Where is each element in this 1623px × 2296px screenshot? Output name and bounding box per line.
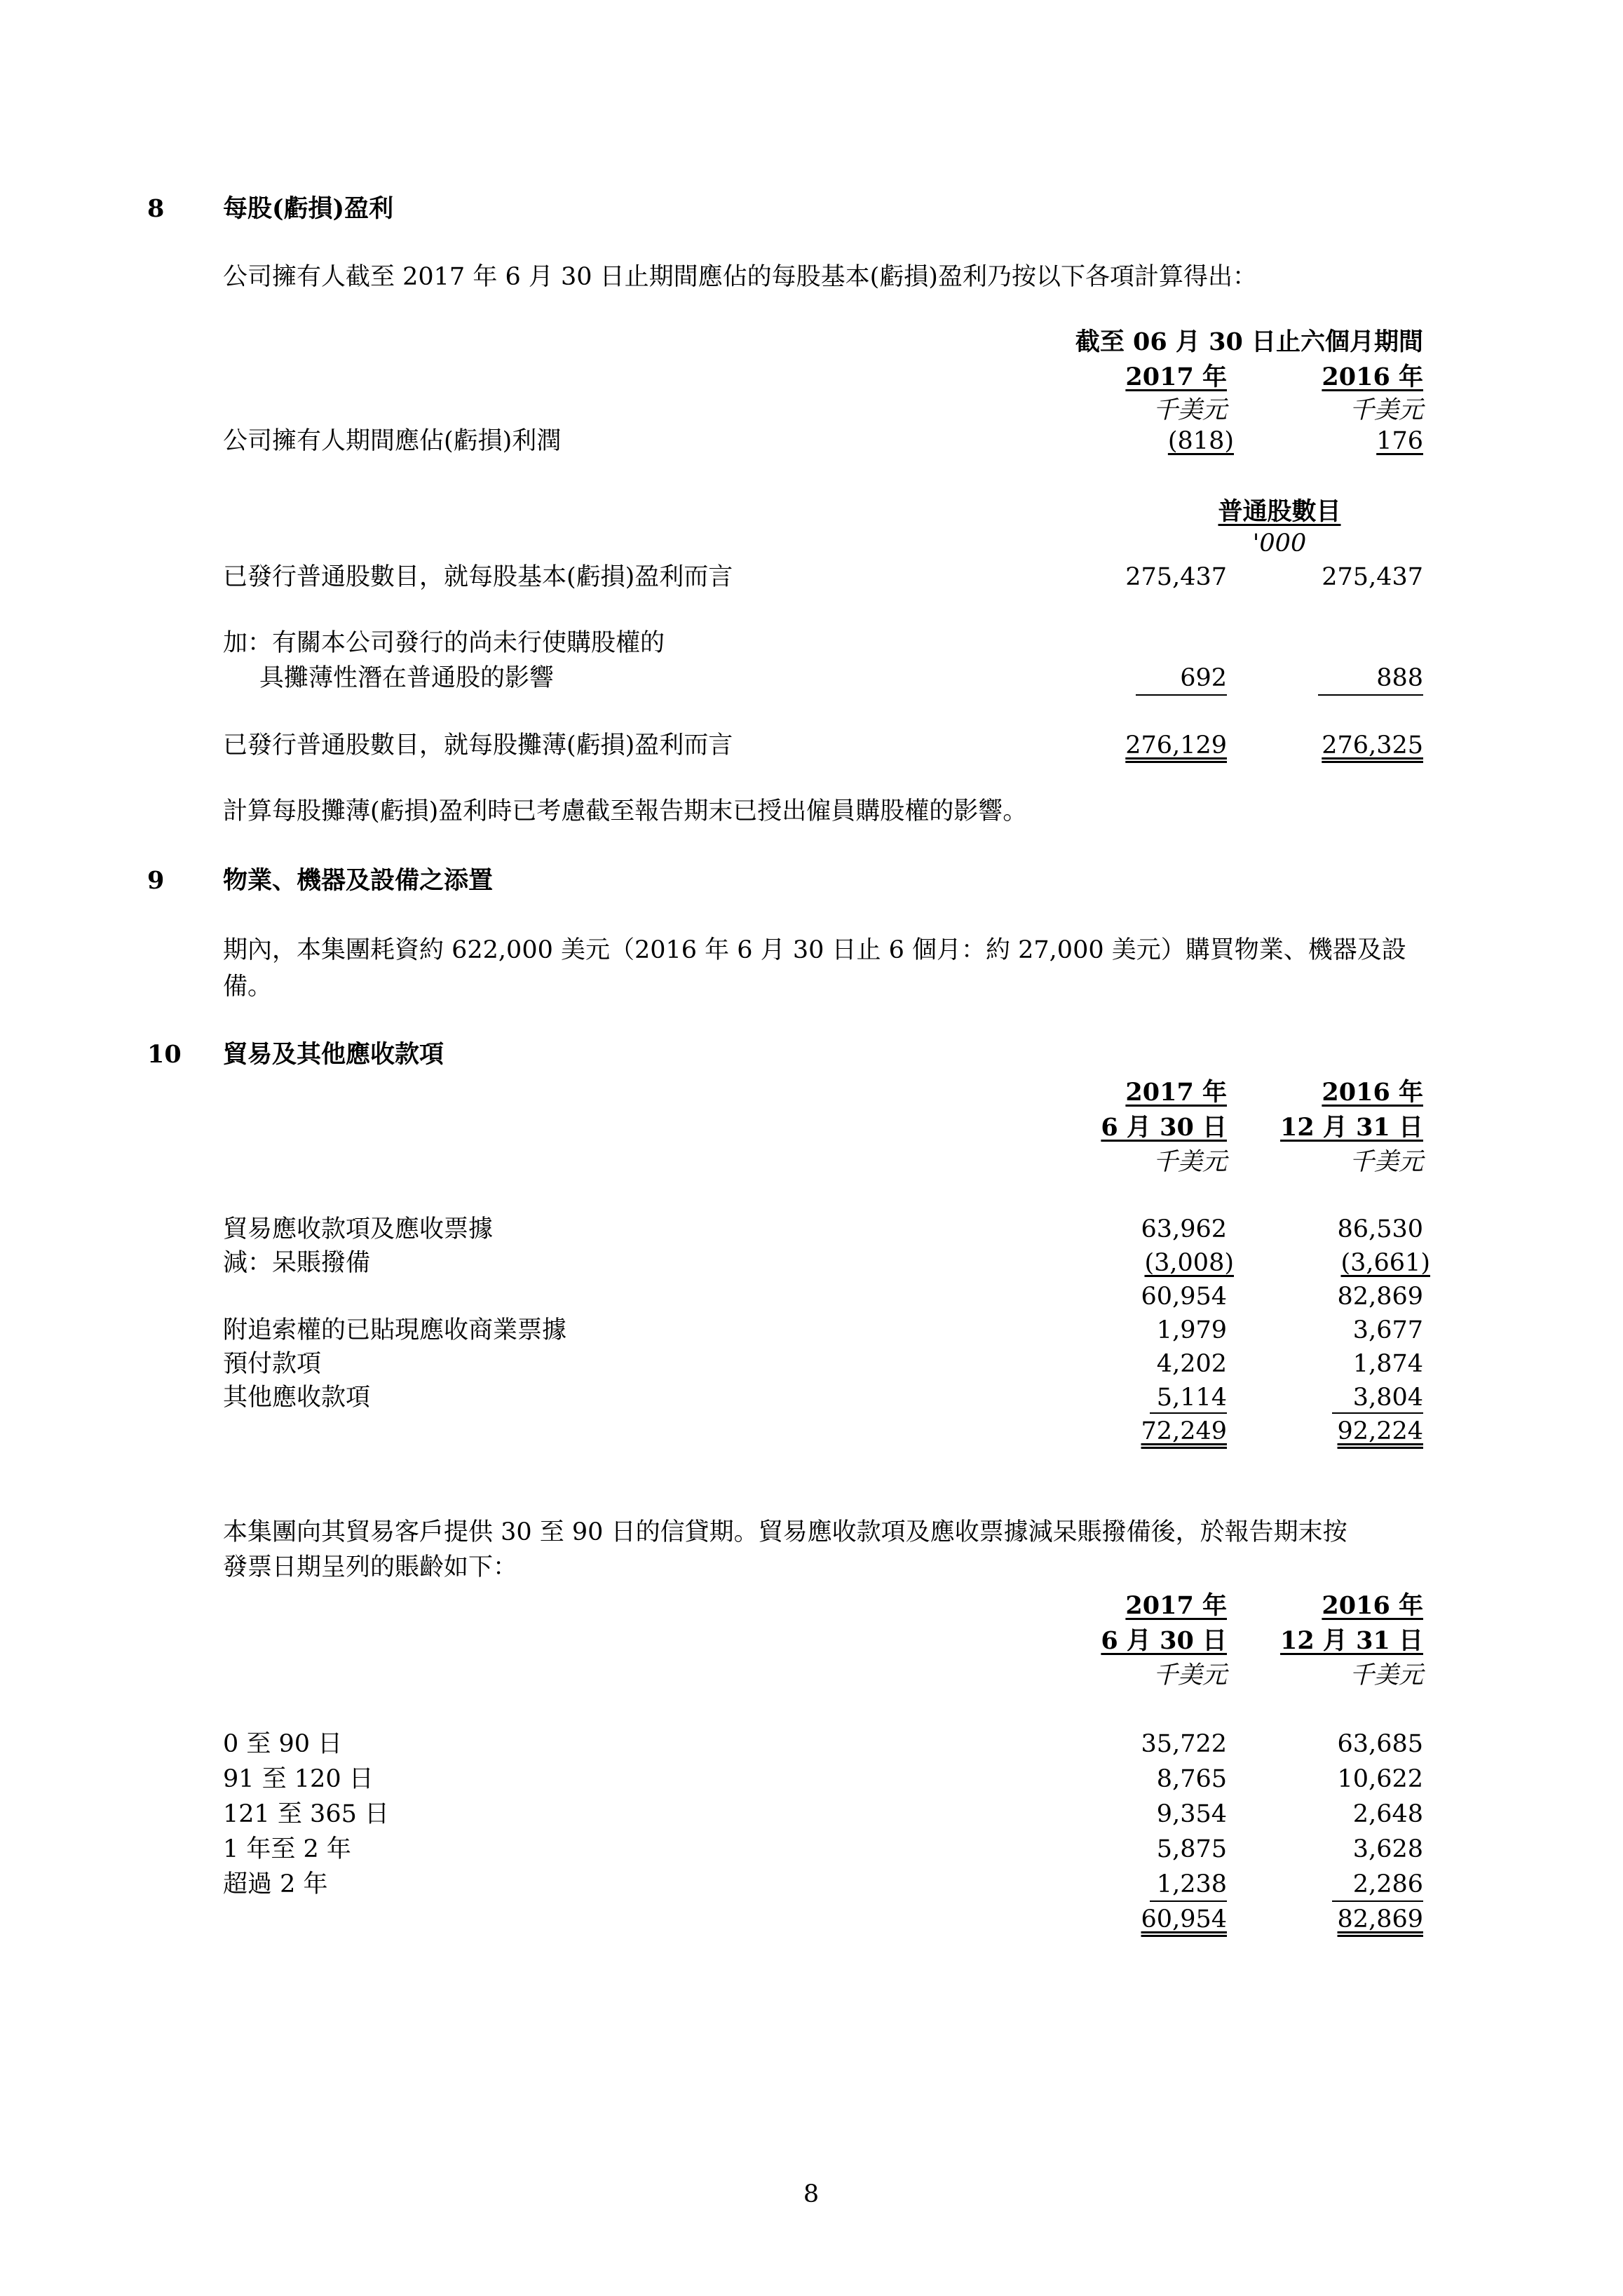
receivables-col1-unit: 千美元 xyxy=(1153,1148,1227,1176)
section-9-text-line2: 備。 xyxy=(223,973,273,1001)
aging-row-value-2016: 10,622 xyxy=(1337,1765,1423,1793)
shares-header: 普通股數目 xyxy=(1218,497,1341,526)
receivables-row-value-2017: 4,202 xyxy=(1156,1350,1227,1378)
receivables-col1-rule xyxy=(1150,1412,1227,1414)
aging-row-value-2017: 1,238 xyxy=(1156,1870,1227,1898)
aging-row-value-2017: 9,354 xyxy=(1156,1800,1227,1828)
receivables-row-label: 其他應收款項 xyxy=(223,1384,371,1412)
receivables-row-value-2017: 5,114 xyxy=(1156,1384,1227,1412)
aging-row-value-2016: 63,685 xyxy=(1337,1730,1423,1758)
col2-year-header: 2016 年 xyxy=(1322,363,1423,391)
aging-col1-year: 2017 年 xyxy=(1125,1591,1227,1620)
aging-row-value-2017: 8,765 xyxy=(1156,1765,1227,1793)
receivables-row-label: 預付款項 xyxy=(223,1350,322,1378)
profit-2016: 176 xyxy=(1376,427,1423,455)
dilutive-2017-rule xyxy=(1136,694,1227,696)
receivables-col2-date: 12 月 31 日 xyxy=(1280,1113,1423,1142)
dilutive-2016: 888 xyxy=(1376,664,1423,692)
receivables-row-label: 貿易應收款項及應收票據 xyxy=(223,1215,494,1243)
aging-col1-rule xyxy=(1150,1900,1227,1902)
receivables-row-label: 附追索權的已貼現應收商業票據 xyxy=(223,1316,567,1344)
receivables-subtotal-2016: 82,869 xyxy=(1337,1283,1423,1311)
receivables-row-value-2016: 86,530 xyxy=(1337,1215,1423,1243)
aging-row-label: 91 至 120 日 xyxy=(223,1765,374,1793)
receivables-row-value-2017: 63,962 xyxy=(1141,1215,1227,1243)
receivables-col2-year: 2016 年 xyxy=(1322,1078,1423,1107)
dilutive-2017: 692 xyxy=(1180,664,1227,692)
aging-row-value-2016: 2,286 xyxy=(1352,1870,1423,1898)
receivables-row-value-2017: (3,008) xyxy=(1144,1249,1234,1277)
profit-2017: (818) xyxy=(1167,427,1234,455)
receivables-col1-year: 2017 年 xyxy=(1125,1078,1227,1107)
section-9-text-line1: 期內，本集團耗資約 622,000 美元（2016 年 6 月 30 日止 6 個月：約 27,000 美元）購買物業、機器及設 xyxy=(223,936,1406,964)
page-number: 8 xyxy=(803,2180,820,2208)
receivables-total-2017: 72,249 xyxy=(1141,1417,1227,1445)
aging-row-value-2016: 3,628 xyxy=(1352,1835,1423,1863)
aging-col1-unit: 千美元 xyxy=(1153,1661,1227,1689)
receivables-col1-date: 6 月 30 日 xyxy=(1101,1113,1227,1142)
receivables-total-2016: 92,224 xyxy=(1337,1417,1423,1445)
receivables-row-value-2016: (3,661) xyxy=(1340,1249,1430,1277)
receivables-row-value-2017: 1,979 xyxy=(1156,1316,1227,1344)
aging-text-line1: 本集團向其貿易客戶提供 30 至 90 日的信貸期。貿易應收款項及應收票據減呆賬撥備後，於報告期末按 xyxy=(223,1518,1347,1546)
section-8-intro: 公司擁有人截至 2017 年 6 月 30 日止期間應佔的每股基本(虧損)盈利乃按以下各項計算得出： xyxy=(223,263,1257,291)
basic-shares-label: 已發行普通股數目，就每股基本(虧損)盈利而言 xyxy=(223,563,733,591)
shares-unit: '000 xyxy=(1252,529,1307,558)
aging-row-label: 超過 2 年 xyxy=(223,1870,328,1898)
receivables-row-value-2016: 3,677 xyxy=(1352,1316,1423,1344)
section-8-note: 計算每股攤薄(虧損)盈利時已考慮截至報告期末已授出僱員購股權的影響。 xyxy=(223,797,1028,825)
col2-unit: 千美元 xyxy=(1349,396,1423,424)
aging-col2-year: 2016 年 xyxy=(1322,1591,1423,1620)
diluted-shares-2017: 276,129 xyxy=(1125,731,1227,759)
receivables-col2-unit: 千美元 xyxy=(1349,1148,1423,1176)
aging-text-line2: 發票日期呈列的賬齡如下： xyxy=(223,1553,518,1581)
receivables-row-value-2016: 3,804 xyxy=(1352,1384,1423,1412)
aging-row-value-2017: 5,875 xyxy=(1156,1835,1227,1863)
period-header: 截至 06 月 30 日止六個月期間 xyxy=(1075,327,1423,356)
aging-row-value-2016: 2,648 xyxy=(1352,1800,1423,1828)
section-9-title: 物業、機器及設備之添置 xyxy=(223,866,494,895)
section-10-title: 貿易及其他應收款項 xyxy=(223,1040,444,1069)
aging-col2-date: 12 月 31 日 xyxy=(1280,1626,1423,1655)
dilutive-2016-rule xyxy=(1318,694,1423,696)
dilutive-label-line2: 具攤薄性潛在普通股的影響 xyxy=(259,664,555,692)
diluted-shares-2016: 276,325 xyxy=(1322,731,1423,759)
aging-total-2016: 82,869 xyxy=(1337,1905,1423,1933)
dilutive-label-line1: 加：有關本公司發行的尚未行使購股權的 xyxy=(223,629,665,657)
receivables-col2-rule xyxy=(1332,1412,1423,1414)
section-8-number: 8 xyxy=(147,194,165,223)
aging-col2-unit: 千美元 xyxy=(1349,1661,1423,1689)
basic-shares-2017: 275,437 xyxy=(1125,563,1227,591)
aging-col2-rule xyxy=(1332,1900,1423,1902)
aging-row-label: 0 至 90 日 xyxy=(223,1730,343,1758)
col1-unit: 千美元 xyxy=(1153,396,1227,424)
profit-label: 公司擁有人期間應佔(虧損)利潤 xyxy=(223,427,562,455)
receivables-row-value-2016: 1,874 xyxy=(1352,1350,1423,1378)
aging-row-label: 121 至 365 日 xyxy=(223,1800,389,1828)
aging-col1-date: 6 月 30 日 xyxy=(1101,1626,1227,1655)
section-8-title: 每股(虧損)盈利 xyxy=(223,194,394,223)
aging-total-2017: 60,954 xyxy=(1141,1905,1227,1933)
receivables-subtotal-2017: 60,954 xyxy=(1141,1283,1227,1311)
receivables-row-label: 減：呆賬撥備 xyxy=(223,1249,371,1277)
aging-row-label: 1 年至 2 年 xyxy=(223,1835,351,1863)
aging-row-value-2017: 35,722 xyxy=(1141,1730,1227,1758)
col1-year-header: 2017 年 xyxy=(1125,363,1227,391)
section-10-number: 10 xyxy=(147,1040,182,1069)
diluted-shares-label: 已發行普通股數目，就每股攤薄(虧損)盈利而言 xyxy=(223,731,733,759)
section-9-number: 9 xyxy=(147,866,165,895)
basic-shares-2016: 275,437 xyxy=(1322,563,1423,591)
